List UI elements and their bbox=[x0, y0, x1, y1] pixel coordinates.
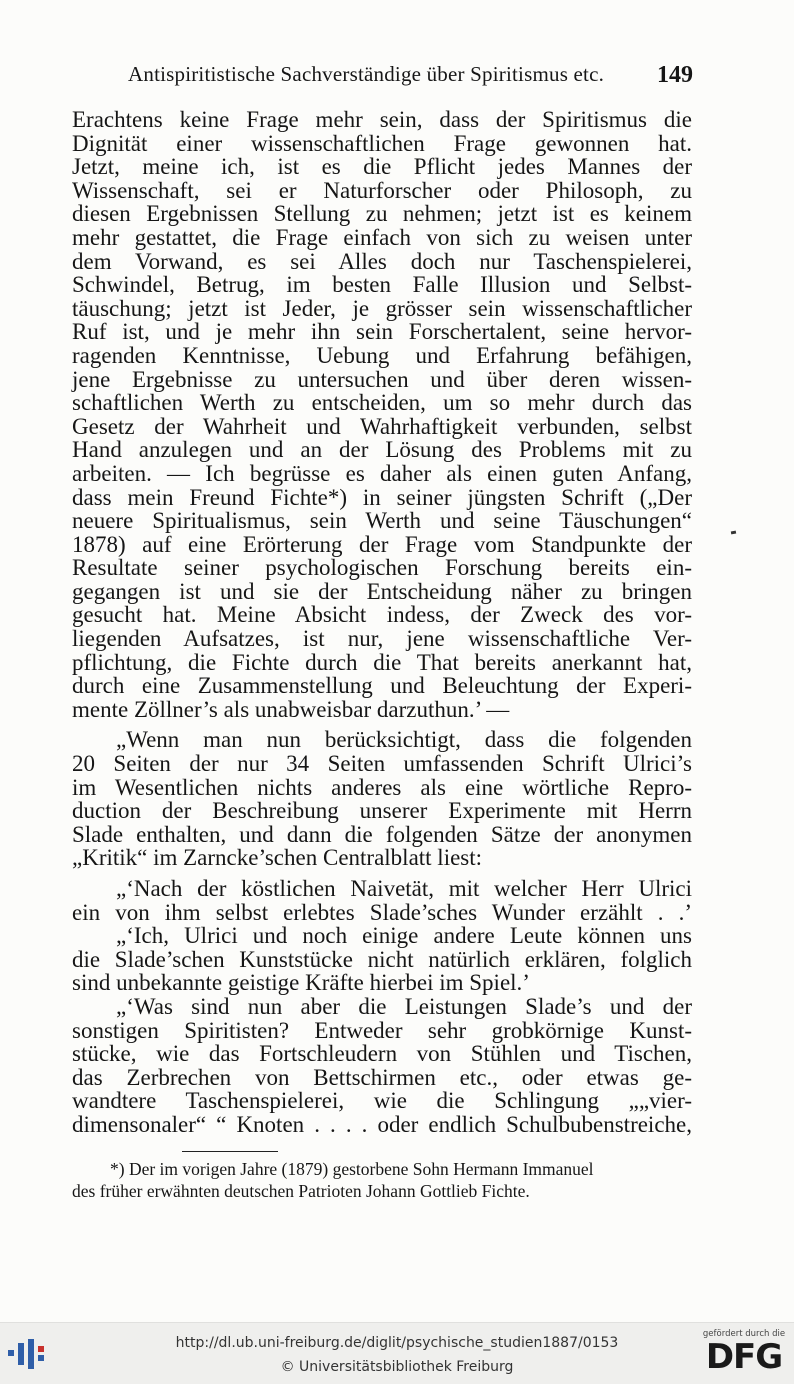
viewer-footer bbox=[0, 1322, 794, 1384]
text-line: stücke, wie das Fortschleudern von Stühlen und Tischen, bbox=[72, 1041, 692, 1067]
text-line: neuere Spiritualismus, sein Werth und seine Täuschungen“ bbox=[72, 508, 692, 534]
text-line: wandtere Taschenspielerei, wie die Schlingung „„vier- bbox=[72, 1088, 692, 1114]
footnotes bbox=[72, 1158, 692, 1202]
text-line: „‘Nach der köstlichen Naivetät, mit welcher Herr Ulrici bbox=[116, 876, 692, 901]
running-title: Antispiritistische Sachverständige über Spiritismus etc. bbox=[128, 62, 605, 86]
text-line: im Wesentlichen nichts anderes als eine wörtliche Repro- bbox=[72, 774, 692, 800]
text-line: arbeiten. — Ich begrüsse es daher als einen guten Anfang, bbox=[72, 460, 692, 486]
text-line: sonstigen Spiritisten? Entweder sehr grobkörnige Kunst- bbox=[72, 1017, 692, 1043]
text-line: duction der Beschreibung unserer Experimente mit Herrn bbox=[72, 798, 692, 824]
text-line: Gesetz der Wahrheit und Wahrhaftigkeit verbunden, selbst bbox=[72, 413, 692, 439]
text-line: mehr gestattet, die Frage einfach von sich zu weisen unter bbox=[72, 224, 692, 250]
scan-speck bbox=[731, 531, 736, 535]
text-line: ragenden Kenntnisse, Uebung und Erfahrung befähigen, bbox=[72, 342, 692, 368]
text-line: dem Vorwand, es sei Alles doch nur Taschenspielerei, bbox=[72, 248, 692, 274]
text-line: Jetzt, meine ich, ist es die Pflicht jedes Mannes der bbox=[72, 154, 692, 180]
text-line: pflichtung, die Fichte durch die That bereits anerkannt hat, bbox=[72, 649, 692, 675]
text-line: jene Ergebnisse zu untersuchen und über deren wissen- bbox=[72, 366, 692, 392]
text-line: Ruf ist, und je mehr ihn sein Forschertalent, seine hervor- bbox=[72, 319, 692, 345]
text-line: ein von ihm selbst erlebtes Slade’sches Wunder erzählt . .’ bbox=[72, 899, 692, 925]
text-line: die Slade’schen Kunststücke nicht natürlich erklären, folglich bbox=[72, 946, 692, 972]
body-text bbox=[72, 108, 692, 1137]
text-line: liegenden Aufsatzes, ist nur, jene wissenschaftliche Ver- bbox=[72, 626, 692, 652]
text-line: Hand anzulegen und an der Lösung des Problems mit zu bbox=[72, 437, 692, 463]
text-line: Slade enthalten, und dann die folgenden Sätze der anonymen bbox=[72, 821, 692, 847]
text-line: Schwindel, Betrug, im besten Falle Illusion und Selbst- bbox=[72, 272, 692, 298]
dfg-logo-text: DFG bbox=[705, 1337, 783, 1377]
footnote-divider bbox=[182, 1151, 278, 1152]
text-line: das Zerbrechen von Bettschirmen etc., oder etwas ge- bbox=[72, 1064, 692, 1090]
text-line: 1878) auf eine Erörterung der Frage vom Standpunkte der bbox=[72, 531, 692, 557]
copyright-notice: © Universitätsbibliothek Freiburg bbox=[280, 1359, 514, 1375]
text-line: „‘Ich, Ulrici und noch einige andere Leute können uns bbox=[116, 923, 692, 949]
text-line: dimensonaler“ “ Knoten . . . . oder endlich Schulbubenstreiche, bbox=[72, 1111, 692, 1137]
text-line: Resultate seiner psychologischen Forschung bereits ein- bbox=[72, 555, 692, 581]
text-line: täuschung; jetzt ist Jeder, je grösser sein wissenschaftlicher bbox=[72, 295, 692, 321]
footnote-line: *) Der im vorigen Jahre (1879) gestorbene Sohn Hermann Immanuel bbox=[110, 1159, 594, 1179]
text-line: gegangen ist und sie der Entscheidung näher zu bringen bbox=[72, 578, 692, 604]
text-line: „Wenn man nun berücksichtigt, dass die folgenden bbox=[116, 727, 692, 753]
text-line: diesen Ergebnissen Stellung zu nehmen; jetzt ist es keinem bbox=[72, 201, 692, 227]
text-line: „‘Was sind nun aber die Leistungen Slade’s und der bbox=[116, 993, 692, 1019]
text-line: durch eine Zusammenstellung und Beleuchtung der Experi- bbox=[72, 673, 692, 699]
text-line: mente Zöllner’s als unabweisbar darzuthun.’ — bbox=[72, 696, 510, 722]
text-line: Dignität einer wissenschaftlichen Frage gewonnen hat. bbox=[72, 130, 692, 156]
text-line: gesucht hat. Meine Absicht indess, der Zweck des vor- bbox=[72, 602, 692, 628]
page-header bbox=[128, 62, 693, 90]
text-line: „Kritik“ im Zarncke’schen Centralblatt liest: bbox=[72, 845, 483, 871]
text-line: sind unbekannte geistige Kräfte hierbei im Spiel.’ bbox=[72, 970, 530, 996]
text-line: Erachtens keine Frage mehr sein, dass der Spiritismus die bbox=[72, 107, 692, 132]
text-line: schaftlichen Werth zu entscheiden, um so mehr durch das bbox=[72, 390, 692, 416]
text-line: 20 Seiten der nur 34 Seiten umfassenden Schrift Ulrici’s bbox=[72, 751, 692, 777]
text-line: dass mein Freund Fichte*) in seiner jüngsten Schrift („Der bbox=[72, 484, 692, 510]
footnote-line: des früher erwähnten deutschen Patrioten Johann Gottlieb Fichte. bbox=[72, 1181, 530, 1201]
page-number: 149 bbox=[657, 62, 693, 88]
permalink-url[interactable]: http://dl.ub.uni-freiburg.de/diglit/psychische_studien1887/0153 bbox=[175, 1335, 619, 1351]
dfg-caption: gefördert durch die bbox=[702, 1329, 786, 1339]
text-line: Wissenschaft, sei er Naturforscher oder Philosoph, zu bbox=[72, 177, 692, 203]
dfg-logo[interactable] bbox=[698, 1327, 790, 1381]
